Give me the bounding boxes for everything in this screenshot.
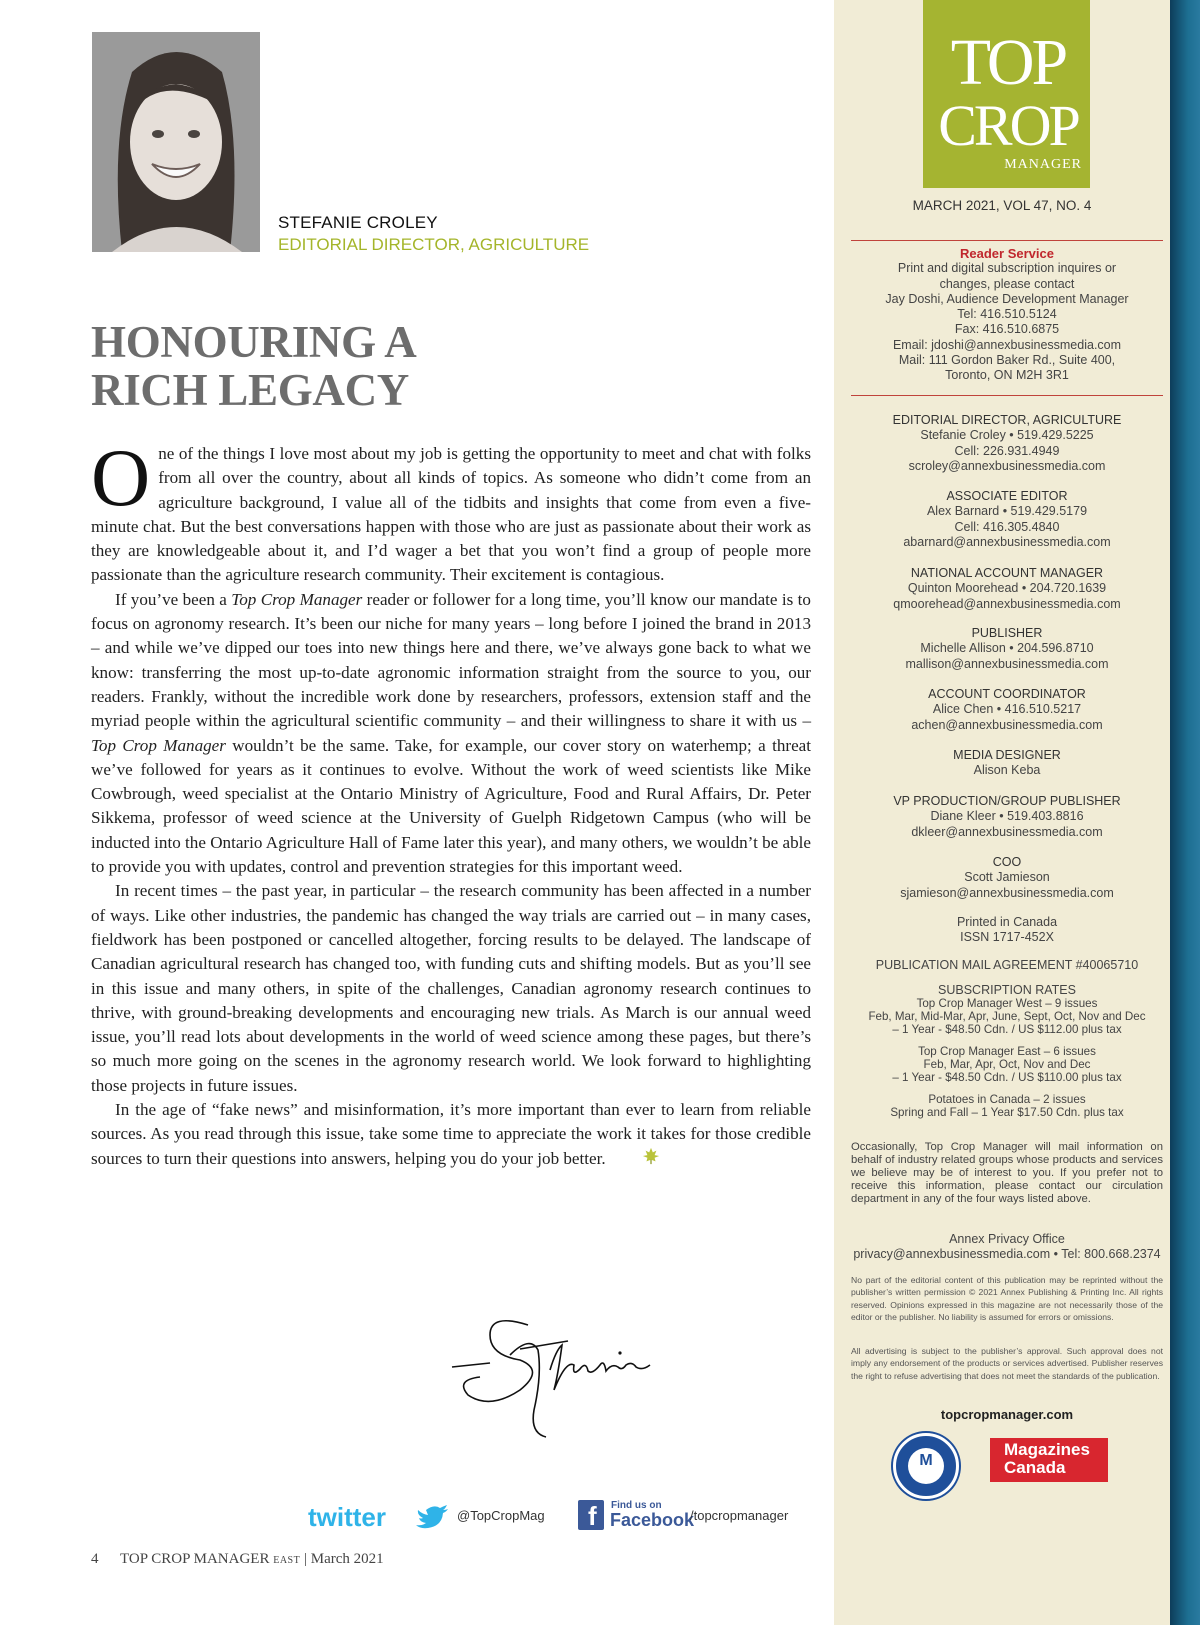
article-paragraph-3: In recent times – the past year, in particular – the research community has been affected in a number of ways. Like other industries, the pandemic has changed the way trials are carried out – in many cases, fieldwork has been postponed or cancelled altogether, forcing results to be delayed. The landscape of Canadian agricultural research has changed too, with funding cuts and shifting models. But as you’ll see in this issue and many others, in spite of the challenges, Canadian agronomy research continues to thrive, with ground-breaking developments and encouraging new trials. As March is our annual weed issue, you’ll read lots about developments in the world of weed science among these pages, but there’s so much more going on the scenes in the agronomy research world. We look forward to highlighting those projects in future issues. xyxy=(91,881,811,1095)
reader-service-line: Print and digital subscription inquires or xyxy=(897,261,1117,276)
reader-service-block xyxy=(851,246,1163,384)
staff-role: ACCOUNT COORDINATOR xyxy=(928,687,1086,701)
staff-line: dkleer@annexbusinessmedia.com xyxy=(911,824,1103,839)
mail-opt-out-notice: Occasionally, Top Crop Manager will mail information on behalf of industry related groups whose products and services we believe may be of interest to you. If you prefer not to receive this information, please contact our circulation department in any of the four ways listed above. xyxy=(851,1141,1163,1205)
staff-line: Quinton Moorehead • 204.720.1639 xyxy=(907,581,1107,596)
staff-line: Cell: 416.305.4840 xyxy=(954,519,1060,534)
facebook-handle[interactable]: /topcropmanager xyxy=(690,1508,789,1523)
staff-role: MEDIA DESIGNER xyxy=(953,748,1061,762)
reader-service-title: Reader Service xyxy=(960,246,1054,261)
author-name: STEFANIE CROLEY xyxy=(278,213,438,232)
footer-date: March 2021 xyxy=(310,1551,384,1567)
staff-line: abarnard@annexbusinessmedia.com xyxy=(903,534,1111,549)
privacy-office xyxy=(851,1232,1163,1263)
staff-line: sjamieson@annexbusinessmedia.com xyxy=(900,885,1114,900)
staff-role: PUBLISHER xyxy=(971,626,1043,640)
reader-service-line: Tel: 416.510.5124 xyxy=(957,307,1057,322)
reader-service-line: Toronto, ON M2H 3R1 xyxy=(945,368,1069,383)
subscription-rates xyxy=(851,984,1163,1119)
subscription-line: Spring and Fall – 1 Year $17.50 Cdn. plus tax xyxy=(890,1106,1124,1119)
logo-crop: CROP xyxy=(938,93,1078,158)
staff-entry-associate-editor xyxy=(851,489,1163,550)
reader-service-line: Mail: 111 Gordon Baker Rd., Suite 400, xyxy=(898,353,1116,368)
subscription-line: Top Crop Manager East – 6 issues xyxy=(918,1045,1096,1058)
spacer xyxy=(851,1036,1163,1045)
mail-agreement: PUBLICATION MAIL AGREEMENT #40065710 xyxy=(875,958,1139,972)
magazines-canada-line-2: Canada xyxy=(1004,1458,1066,1477)
staff-entry-coo xyxy=(851,855,1163,901)
subscription-line: Feb, Mar, Mid-Mar, Apr, June, Sept, Oct, Nov and Dec xyxy=(868,1010,1146,1023)
headline-line-1: HONOURING A xyxy=(91,317,417,367)
advertising-notice: All advertising is subject to the publisher’s approval. Such approval does not imply any endorsement of the products or services advertised. Publisher reserves the right to refuse advertising that does not meet the standards of the publication. xyxy=(851,1346,1163,1381)
staff-entry-national-account-manager xyxy=(851,566,1163,612)
page-edge-stripe xyxy=(1170,0,1200,1625)
footer-edition: EAST xyxy=(273,1555,301,1566)
printed-in-canada: Printed in Canada xyxy=(956,915,1058,929)
paragraph-2-text-b: reader or follower for a long time, you’ll know our mandate is to focus on agronomy research. It’s been our niche for many years – long before I joined the brand in 2013 – and while we’ve dipped our toes into new things here and there, we’ve always gone back to what we know: transferring the most up-to-date agronomic information straight from the source to you, our readers. Frankly, without the incredible work done by researchers, professors, extension staff and the myriad people within the agricultural scientific community – and their willingness to share it with us – xyxy=(91,589,811,731)
reader-service-line: Jay Doshi, Audience Development Manager xyxy=(885,291,1129,306)
facebook-find-us: Find us on xyxy=(611,1500,662,1511)
top-crop-manager-logo xyxy=(923,0,1090,188)
paragraph-4-text: In the age of “fake news” and misinformation, it’s more important than ever to learn from reliable sources. As you read through this issue, take some time to appreciate the work it takes for those credible sources to turn their questions into answers, helping you do your job better. xyxy=(91,1100,811,1168)
staff-line: Alex Barnard • 519.429.5179 xyxy=(926,504,1088,519)
subscription-line: Feb, Mar, Apr, Oct, Nov and Dec xyxy=(923,1058,1091,1071)
twitter-logo[interactable] xyxy=(308,1502,456,1537)
reader-service-line: Email: jdoshi@annexbusinessmedia.com xyxy=(892,337,1122,352)
subscription-line: – 1 Year - $48.50 Cdn. / US $112.00 plus tax xyxy=(892,1023,1122,1036)
staff-line: Alison Keba xyxy=(973,763,1041,778)
reader-service-line: changes, please contact xyxy=(939,276,1075,291)
twitter-word: twitter xyxy=(308,1502,386,1532)
spacer xyxy=(851,1084,1163,1093)
staff-line: scroley@annexbusinessmedia.com xyxy=(908,458,1106,473)
maple-leaf-icon xyxy=(618,1147,660,1172)
staff-role: EDITORIAL DIRECTOR, AGRICULTURE xyxy=(892,413,1122,427)
staff-line: Michelle Allison • 204.596.8710 xyxy=(920,641,1094,656)
author-portrait-graphic xyxy=(92,32,260,252)
subscription-line: Top Crop Manager West – 9 issues xyxy=(916,997,1098,1010)
staff-entry-editorial-director xyxy=(851,413,1163,474)
magazine-name-italic: Top Crop Manager xyxy=(231,589,363,609)
printing-info xyxy=(851,915,1163,946)
page-number: 4 xyxy=(91,1551,99,1567)
subscription-line: Potatoes in Canada – 2 issues xyxy=(928,1093,1086,1106)
footer-separator: | xyxy=(303,1551,307,1567)
article-paragraph-2 xyxy=(91,588,811,880)
reader-service-line: Fax: 416.510.6875 xyxy=(954,322,1060,337)
staff-line: mallison@annexbusinessmedia.com xyxy=(905,656,1109,671)
author-title: EDITORIAL DIRECTOR, AGRICULTURE xyxy=(278,235,590,254)
staff-role: VP PRODUCTION/GROUP PUBLISHER xyxy=(893,794,1121,808)
copyright-notice: No part of the editorial content of this publication may be reprinted without the publisher’s written permission © 2021 Annex Publishing & Printing Inc. All rights reserved. Opinions expressed in this magazine are not necessarily those of the editor or the publisher. No liability is assumed for errors or omissions. xyxy=(851,1275,1163,1323)
facebook-word[interactable]: Facebook xyxy=(610,1510,695,1530)
staff-line: Diane Kleer • 519.403.8816 xyxy=(930,809,1084,824)
staff-role: ASSOCIATE EDITOR xyxy=(946,489,1068,503)
staff-role: COO xyxy=(992,855,1022,869)
staff-line: Cell: 226.931.4949 xyxy=(954,443,1060,458)
footer-magazine-name: TOP CROP MANAGER xyxy=(119,1551,270,1567)
privacy-contact: privacy@annexbusinessmedia.com • Tel: 800.668.2374 xyxy=(853,1247,1161,1262)
subscription-line: – 1 Year - $48.50 Cdn. / US $110.00 plus tax xyxy=(892,1071,1122,1084)
website-link[interactable]: topcropmanager.com xyxy=(940,1407,1074,1422)
editor-signature xyxy=(450,1315,660,1440)
staff-line: Scott Jamieson xyxy=(964,870,1050,885)
subscription-title: SUBSCRIPTION RATES xyxy=(938,983,1076,997)
privacy-title: Annex Privacy Office xyxy=(949,1232,1065,1246)
paragraph-2-text-c: wouldn’t be the same. Take, for example, our cover story on waterhemp; a threat we’ve followed for years as it continues to evolve. Without the work of weed scientists like Mike Cowbrough, weed specialist at the Ontario Ministry of Agriculture, Food and Rural Affairs, Dr. Peter Sikkema, professor of weed science at the University of Guelph Ridgetown Campus (who will be inducted into the Ontario Agriculture Hall of Fame later this year), and many others, we wouldn’t be able to provide you with updates, control and prevention strategies for this important weed. xyxy=(91,735,812,877)
divider-bottom xyxy=(851,395,1163,396)
paragraph-1-text: ne of the things I love most about my job is getting the opportunity to meet and chat with folks from all over the country, about all kinds of topics. As someone who didn’t come from an agriculture background, I value all of the tidbits and insights that come from even a five-minute chat. But the best conversations happen with those who are just as passionate about their work as they are knowledgeable about it, and I’d wager a bet that you won’t find a group of people more passionate than the agriculture research community. Their excitement is contagious. xyxy=(91,444,811,585)
staff-line: achen@annexbusinessmedia.com xyxy=(911,717,1103,732)
staff-entry-media-designer xyxy=(851,748,1163,779)
twitter-bird-icon xyxy=(308,1502,456,1532)
magazines-canada-line-1: Magazines xyxy=(1004,1440,1090,1459)
article-headline xyxy=(91,318,691,414)
magazine-name-italic-2: Top Crop Manager xyxy=(91,735,226,755)
issn: ISSN 1717-452X xyxy=(960,930,1054,945)
paragraph-2-text-a: If you’ve been a xyxy=(115,589,232,609)
staff-line: Alice Chen • 416.510.5217 xyxy=(932,702,1082,717)
divider-top xyxy=(851,240,1163,241)
staff-entry-publisher xyxy=(851,626,1163,672)
issue-info: MARCH 2021, VOL 47, NO. 4 xyxy=(912,198,1092,213)
article-paragraph-4 xyxy=(91,1098,811,1172)
logo-manager: MANAGER xyxy=(1004,157,1082,172)
staff-line: Stefanie Croley • 519.429.5225 xyxy=(920,428,1094,443)
article-paragraph-1 xyxy=(91,432,811,588)
page-footer xyxy=(91,1551,384,1568)
article-body xyxy=(91,432,812,1172)
facebook-f-glyph: f xyxy=(588,1501,597,1531)
seal-mark: M xyxy=(919,1452,933,1469)
staff-entry-vp-production xyxy=(851,794,1163,840)
staff-entry-account-coordinator xyxy=(851,687,1163,733)
twitter-handle[interactable]: @TopCropMag xyxy=(457,1508,545,1523)
logo-top: TOP xyxy=(950,26,1066,99)
staff-role: NATIONAL ACCOUNT MANAGER xyxy=(910,566,1104,580)
audit-seal-logo xyxy=(893,1433,959,1499)
drop-cap: O xyxy=(91,432,151,523)
author-photo xyxy=(92,32,260,252)
headline-line-2: RICH LEGACY xyxy=(91,365,409,415)
staff-line: qmoorehead@annexbusinessmedia.com xyxy=(893,596,1121,611)
